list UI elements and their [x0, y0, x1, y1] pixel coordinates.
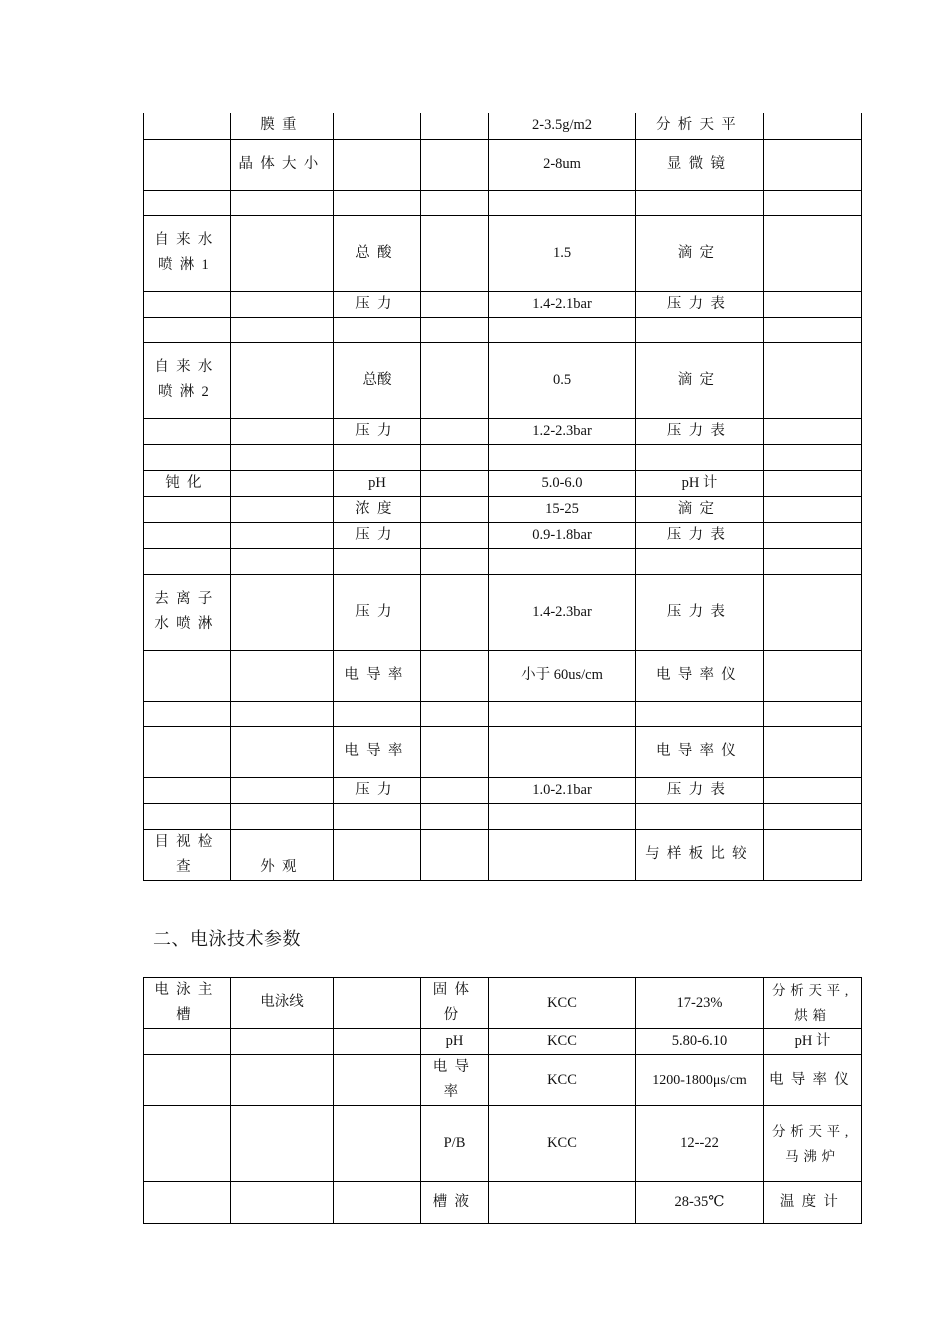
table-cell: KCC [489, 1106, 636, 1182]
table-cell [144, 701, 231, 726]
table-cell [764, 701, 862, 726]
table-cell: 压力 [334, 522, 421, 548]
table-row [144, 829, 862, 880]
table-cell [231, 444, 334, 470]
table-cell: 压力表 [636, 522, 764, 548]
table-cell: 压力 [334, 418, 421, 444]
table-cell: 滴定 [636, 342, 764, 418]
table-cell [231, 777, 334, 803]
table-cell [489, 829, 636, 880]
table-cell [764, 317, 862, 342]
table-cell [764, 444, 862, 470]
table-row [144, 317, 862, 342]
table-cell [231, 548, 334, 574]
table-cell: 17-23% [636, 978, 764, 1029]
table-cell: 电导率 [421, 1055, 489, 1106]
table-cell [334, 803, 421, 829]
table-cell: 0.5 [489, 342, 636, 418]
table-cell: pH 计 [764, 1029, 862, 1055]
table-cell: pH [421, 1029, 489, 1055]
table-cell: 压力表 [636, 418, 764, 444]
table-cell [231, 803, 334, 829]
table-cell [489, 803, 636, 829]
table-cell: 电导率 [334, 726, 421, 777]
table-cell: 显微镜 [636, 139, 764, 190]
table-cell [231, 342, 334, 418]
table-cell [489, 548, 636, 574]
table-cell [764, 496, 862, 522]
table-cell [764, 803, 862, 829]
table-row [144, 113, 862, 139]
table-cell [764, 548, 862, 574]
table-cell: 滴定 [636, 215, 764, 291]
table-cell [231, 190, 334, 215]
table-cell [231, 215, 334, 291]
table-cell: 1.5 [489, 215, 636, 291]
table-cell: 压力 [334, 777, 421, 803]
table-cell [421, 139, 489, 190]
table-cell [421, 291, 489, 317]
table-cell [421, 574, 489, 650]
table-cell [231, 1029, 334, 1055]
table-cell: 固体份 [421, 978, 489, 1029]
table-cell: 0.9-1.8bar [489, 522, 636, 548]
table-cell: 分析天平 [636, 113, 764, 139]
table-cell [421, 190, 489, 215]
table-cell [764, 215, 862, 291]
table-cell: 温度计 [764, 1182, 862, 1224]
table-cell: 滴定 [636, 496, 764, 522]
table-cell [334, 113, 421, 139]
table-cell [764, 139, 862, 190]
table-cell [144, 418, 231, 444]
table-cell: pH 计 [636, 470, 764, 496]
table-cell [636, 701, 764, 726]
table-cell [421, 113, 489, 139]
table-cell [421, 496, 489, 522]
table-cell: 1.4-2.3bar [489, 574, 636, 650]
table-cell [421, 777, 489, 803]
table-row [144, 496, 862, 522]
table-cell [636, 548, 764, 574]
table-cell [144, 1106, 231, 1182]
table-cell: 5.80-6.10 [636, 1029, 764, 1055]
table-cell [334, 1106, 421, 1182]
table-row [144, 418, 862, 444]
table-cell: 2-8um [489, 139, 636, 190]
table-row [144, 139, 862, 190]
table-cell [636, 803, 764, 829]
table-cell [334, 139, 421, 190]
table-cell: 电导率仪 [636, 650, 764, 701]
table-row [144, 190, 862, 215]
table-cell [489, 190, 636, 215]
table-row [144, 803, 862, 829]
table-cell [421, 317, 489, 342]
table-cell [144, 726, 231, 777]
table-cell [489, 726, 636, 777]
table-row [144, 978, 862, 1029]
table-cell: 电泳主槽 [144, 978, 231, 1029]
table-cell [421, 701, 489, 726]
table-cell: 压力表 [636, 291, 764, 317]
table-cell [231, 418, 334, 444]
table-cell [231, 701, 334, 726]
table-cell: 压力 [334, 574, 421, 650]
table-cell [334, 1182, 421, 1224]
table-row [144, 1055, 862, 1106]
table-cell [421, 548, 489, 574]
table-cell [144, 1029, 231, 1055]
table-cell [144, 496, 231, 522]
table-cell: 与样板比较 [636, 829, 764, 880]
table-cell: 1.0-2.1bar [489, 777, 636, 803]
table-cell [334, 190, 421, 215]
table-cell [144, 777, 231, 803]
table-cell [764, 574, 862, 650]
table-cell [764, 650, 862, 701]
table-cell [764, 190, 862, 215]
table-cell: 压力 [334, 291, 421, 317]
table-cell: 膜重 [231, 113, 334, 139]
table-row [144, 342, 862, 418]
table-cell [334, 829, 421, 880]
table-cell [334, 444, 421, 470]
table-row [144, 470, 862, 496]
table-cell [144, 444, 231, 470]
table-cell: 2-3.5g/m2 [489, 113, 636, 139]
table-cell [144, 522, 231, 548]
table-cell [764, 291, 862, 317]
table-cell: KCC [489, 978, 636, 1029]
table-row [144, 1182, 862, 1224]
table-cell [231, 291, 334, 317]
table-cell: 28-35℃ [636, 1182, 764, 1224]
table-row [144, 777, 862, 803]
table-cell: 浓度 [334, 496, 421, 522]
table-cell: 小于 60us/cm [489, 650, 636, 701]
table-cell [231, 1182, 334, 1224]
table-cell [421, 829, 489, 880]
table-cell [144, 650, 231, 701]
table-cell: P/B [421, 1106, 489, 1182]
table-cell [334, 317, 421, 342]
table-cell [421, 726, 489, 777]
table-cell [421, 470, 489, 496]
table-cell [636, 190, 764, 215]
table-cell: pH [334, 470, 421, 496]
table-row [144, 215, 862, 291]
table-cell [636, 444, 764, 470]
table-cell [489, 1182, 636, 1224]
table-cell: 自来水喷淋2 [144, 342, 231, 418]
table-cell [764, 342, 862, 418]
table-cell [334, 548, 421, 574]
table-cell: 电导率仪 [636, 726, 764, 777]
table-cell: 压力表 [636, 574, 764, 650]
table-row [144, 522, 862, 548]
table-cell: 1200-1800μs/cm [636, 1055, 764, 1106]
table-cell [764, 113, 862, 139]
table-cell: 12--22 [636, 1106, 764, 1182]
table-cell: KCC [489, 1029, 636, 1055]
table-cell [764, 726, 862, 777]
table-row [144, 1029, 862, 1055]
process-parameter-table [143, 113, 862, 881]
table-row [144, 574, 862, 650]
table-cell [144, 1182, 231, 1224]
table-cell [231, 470, 334, 496]
table-cell [421, 215, 489, 291]
table-cell [489, 317, 636, 342]
table-cell: 自来水喷淋1 [144, 215, 231, 291]
table-cell [764, 418, 862, 444]
table-cell: 1.4-2.1bar [489, 291, 636, 317]
table-cell [764, 522, 862, 548]
table-cell [421, 522, 489, 548]
table-cell [144, 139, 231, 190]
table-cell [144, 548, 231, 574]
table-cell [144, 803, 231, 829]
table-cell [144, 190, 231, 215]
table-cell: 电泳线 [231, 978, 334, 1029]
table-row [144, 548, 862, 574]
table-cell: 晶体大小 [231, 139, 334, 190]
table-cell: 外观 [231, 829, 334, 880]
table-cell [144, 113, 231, 139]
table-cell [334, 701, 421, 726]
table-cell: 压力表 [636, 777, 764, 803]
table-cell [231, 1055, 334, 1106]
table-cell [489, 701, 636, 726]
table-cell [231, 574, 334, 650]
table-cell [334, 1029, 421, 1055]
table-cell [231, 650, 334, 701]
table-cell [144, 291, 231, 317]
table-cell [334, 978, 421, 1029]
table-cell [334, 1055, 421, 1106]
table-cell: 电导率仪 [764, 1055, 862, 1106]
table-cell: 总酸 [334, 342, 421, 418]
table-cell [231, 522, 334, 548]
table-cell: 电导率 [334, 650, 421, 701]
table-cell [231, 496, 334, 522]
table-cell [231, 726, 334, 777]
table-cell: 分析天平, 烘箱 [764, 978, 862, 1029]
table-cell [421, 342, 489, 418]
table-cell [421, 803, 489, 829]
electrocoat-parameter-table [143, 977, 862, 1224]
table-row [144, 444, 862, 470]
table-row [144, 1106, 862, 1182]
table-row [144, 726, 862, 777]
table-cell: 5.0-6.0 [489, 470, 636, 496]
table-cell [144, 1055, 231, 1106]
table-cell: 目视检查 [144, 829, 231, 880]
table-cell [231, 317, 334, 342]
table-cell: 总酸 [334, 215, 421, 291]
table-cell: 15-25 [489, 496, 636, 522]
table-row [144, 650, 862, 701]
table-cell: 去离子水喷淋 [144, 574, 231, 650]
table-cell [421, 444, 489, 470]
table-cell [636, 317, 764, 342]
table-cell [489, 444, 636, 470]
table-cell: KCC [489, 1055, 636, 1106]
table-cell: 槽液 [421, 1182, 489, 1224]
table-cell [764, 829, 862, 880]
table-row [144, 701, 862, 726]
table-cell [231, 1106, 334, 1182]
table-cell: 分析天平, 马沸炉 [764, 1106, 862, 1182]
table-cell [144, 317, 231, 342]
table-cell: 钝化 [144, 470, 231, 496]
table-cell [421, 650, 489, 701]
table-cell [764, 470, 862, 496]
table-row [144, 291, 862, 317]
table-cell [764, 777, 862, 803]
table-cell: 1.2-2.3bar [489, 418, 636, 444]
table-cell [421, 418, 489, 444]
section-heading: 二、电泳技术参数 [153, 929, 301, 950]
